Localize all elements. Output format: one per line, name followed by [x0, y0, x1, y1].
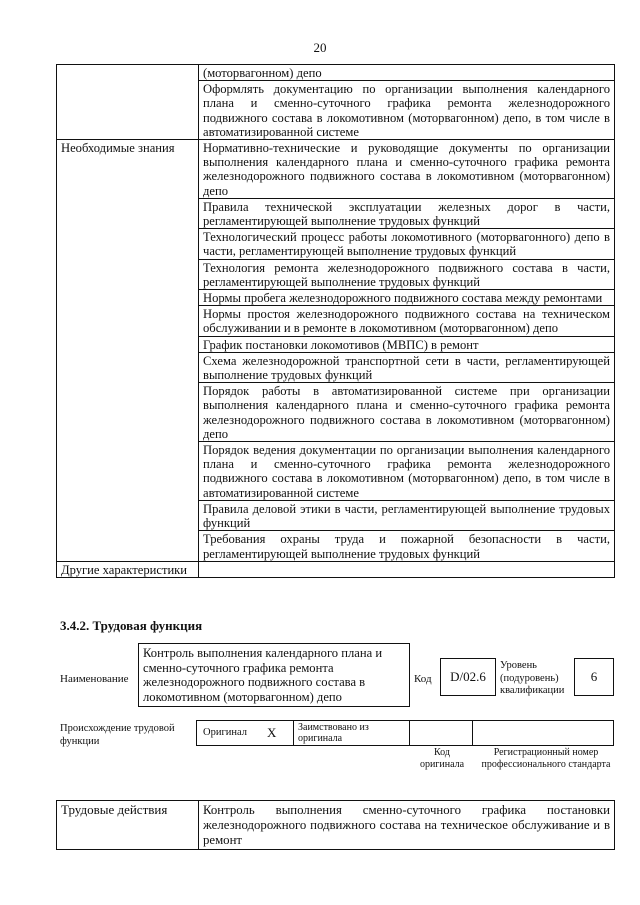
- row-text: Порядок ведения документации по организации выполнения календарного плана и сменно-суточного графика ремонта железнодорожного подвижного состава в локомотивном (моторвагонном) депо, в том числе в автоматизированной системе: [199, 442, 615, 501]
- row-label: Необходимые знания: [57, 140, 199, 562]
- origin-label: Происхождение трудовой функции: [60, 723, 175, 747]
- row-text: Технология ремонта железнодорожного подвижного состава в части, регламентирующей выполнение трудовых функций: [199, 259, 615, 289]
- actions-text: Контроль выполнения сменно-суточного графика постановки железнодорожного подвижного состава на техническое обслуживание и в ремонт: [199, 801, 615, 850]
- original-cell: [197, 721, 294, 745]
- table-row: [57, 561, 615, 577]
- row-text: Правила деловой этики в части, регламентирующей выполнение трудовых функций: [199, 500, 615, 530]
- borrowed-label: Заимствовано из оригинала: [298, 722, 369, 744]
- actions-table: [56, 800, 615, 850]
- name-label: Наименование: [60, 673, 129, 685]
- reg-number-label: Регистрационный номер профессионального стандарта: [481, 747, 611, 770]
- row-text: (моторвагонном) депо: [199, 65, 615, 81]
- level-value: 6: [590, 669, 598, 684]
- original-mark: X: [267, 725, 277, 740]
- row-text: Оформлять документацию по организации выполнения календарного плана и сменно-суточного графика ремонта железнодорожного подвижного состава в локомотивном (моторвагонном) депо, в том числе в автоматизированной системе: [199, 81, 615, 140]
- table-row: [57, 140, 615, 199]
- actions-label: Трудовые действия: [57, 801, 199, 850]
- level-label: Уровень (подуровень) квалификации: [500, 660, 565, 696]
- row-text: Нормативно-технические и руководящие документы по организации выполнения календарного плана и сменно-суточного графика ремонта железнодорожного подвижного состава в локомотивном (моторвагонном) депо: [199, 140, 615, 199]
- row-text: Схема железнодорожной транспортной сети в части, регламентирующей выполнение трудовых функций: [199, 352, 615, 382]
- table-row: [57, 801, 615, 850]
- page-number: 20: [313, 40, 327, 55]
- row-label: Другие характеристики: [57, 561, 199, 577]
- row-text: График постановки локомотивов (МВПС) в ремонт: [199, 336, 615, 352]
- code-value: D/02.6: [450, 669, 486, 684]
- original-label: Оригинал: [203, 727, 247, 738]
- row-text: Порядок работы в автоматизированной системе при организации выполнения календарного плана и сменно-суточного графика ремонта железнодорожного подвижного состава в локомотивном (моторвагонном) депо: [199, 383, 615, 442]
- row-text: Правила технической эксплуатации железных дорог в части, регламентирующей выполнение трудовых функций: [199, 198, 615, 228]
- section-title: 3.4.2. Трудовая функция: [60, 618, 203, 633]
- row-text: [199, 561, 615, 577]
- reg-number-cell: [473, 721, 613, 745]
- code-label: Код: [414, 673, 432, 685]
- row-text: Нормы пробега железнодорожного подвижного состава между ремонтами: [199, 290, 615, 306]
- function-name-box: [138, 643, 410, 707]
- code-original-label: Код оригинала: [419, 747, 465, 770]
- code-original-cell: [410, 721, 473, 745]
- borrowed-cell: [294, 721, 410, 745]
- row-text: Нормы простоя железнодорожного подвижного состава на техническом обслуживании и в ремонте в локомотивном (моторвагонном) депо: [199, 306, 615, 336]
- knowledge-table: [56, 64, 615, 578]
- origin-row: [196, 720, 614, 746]
- function-name-value: Контроль выполнения календарного плана и сменно-суточного графика ремонта железнодорожного подвижного состава в локомотивном (моторвагонном) депо: [143, 646, 383, 704]
- code-box: [440, 658, 496, 696]
- table-row: [57, 65, 615, 81]
- row-text: Требования охраны труда и пожарной безопасности в части, регламентирующей выполнение трудовых функций: [199, 531, 615, 561]
- row-text: Технологический процесс работы локомотивного (моторвагонного) депо в части, регламентирующей выполнение трудовых функций: [199, 229, 615, 259]
- row-label: [57, 65, 199, 140]
- level-box: [574, 658, 614, 696]
